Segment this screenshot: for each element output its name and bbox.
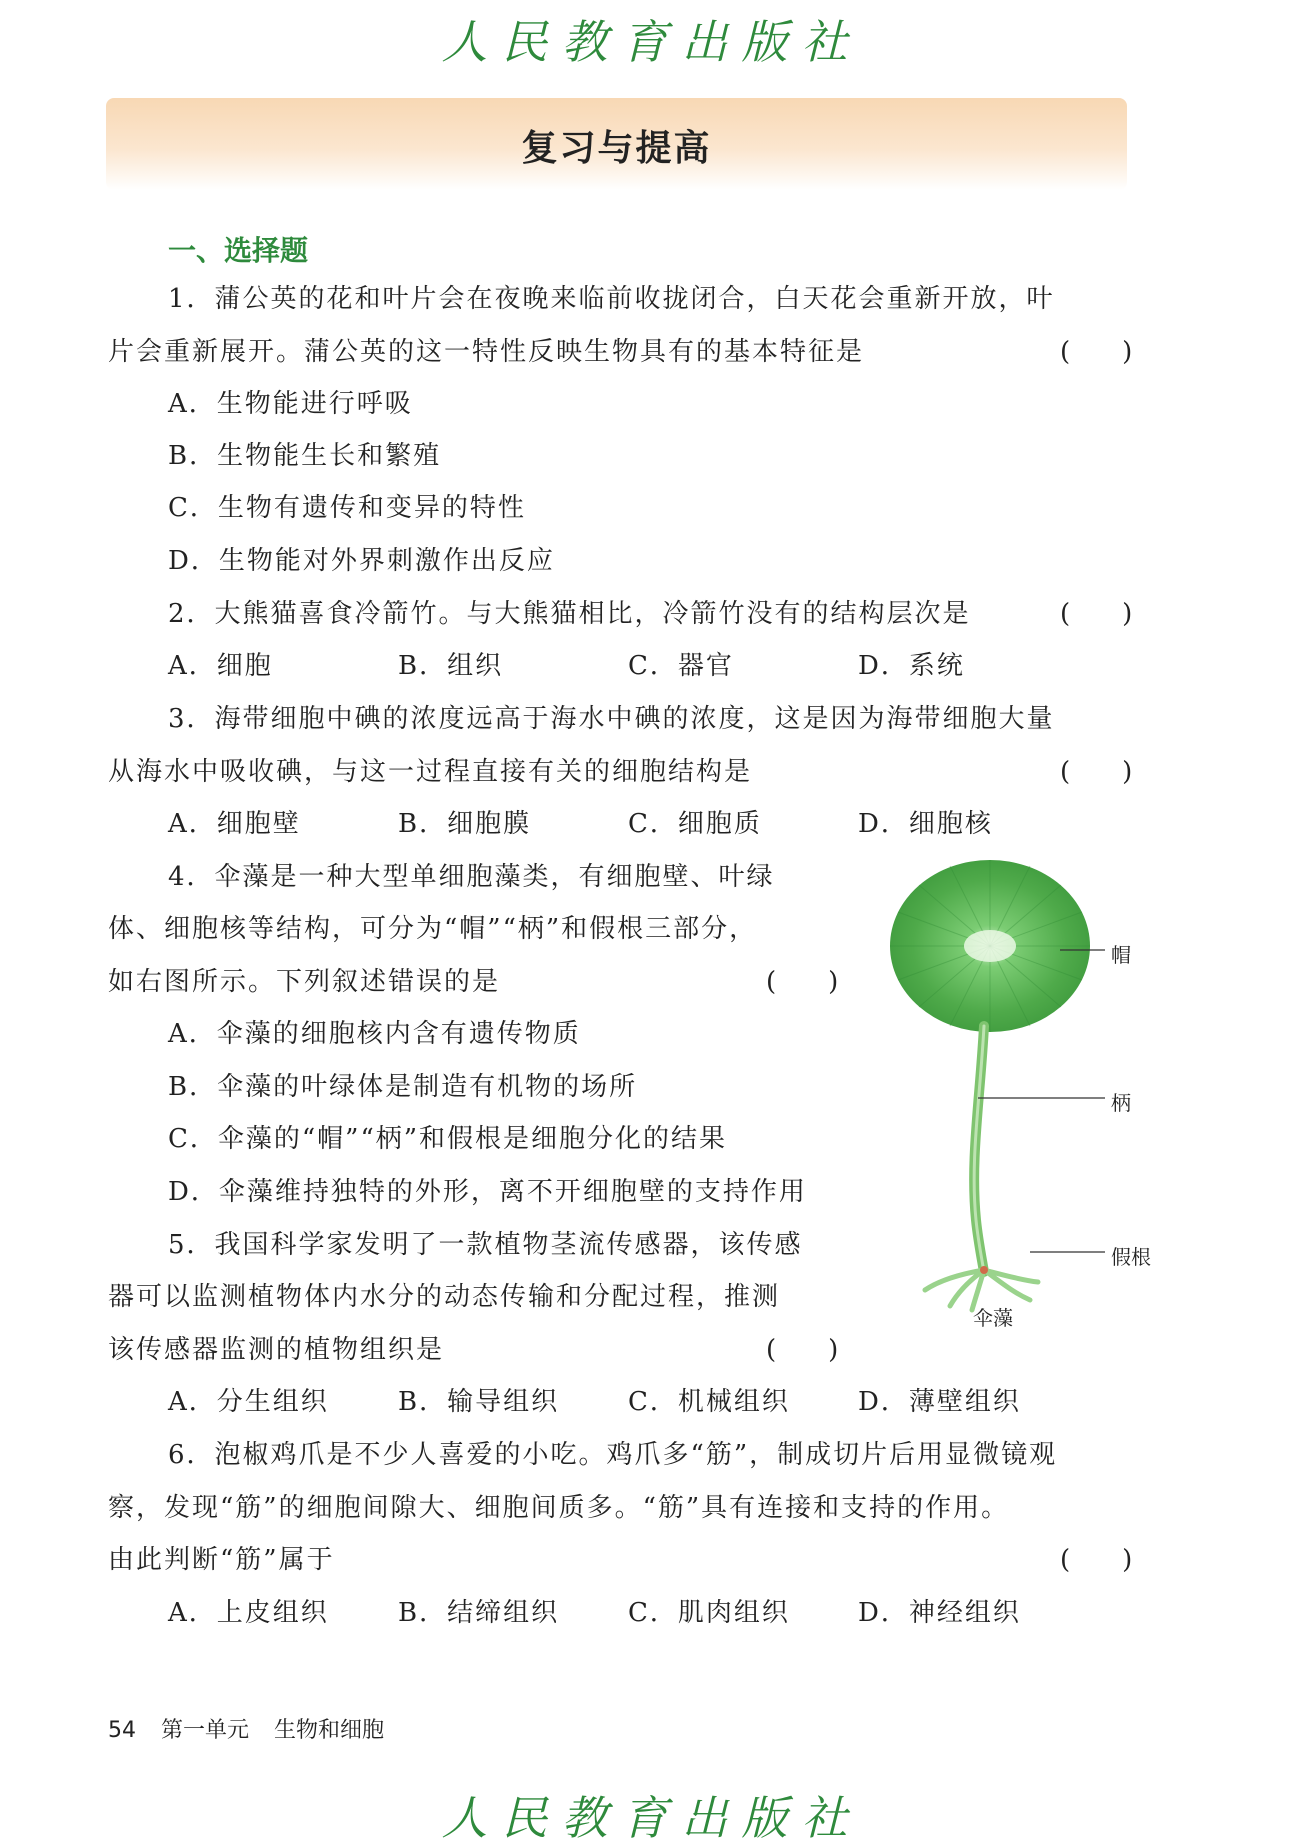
q5-line2: 器可以监测植物体内水分的动态传输和分配过程，推测 [108, 1282, 781, 1312]
q2-answer-paren: ( ) [1060, 599, 1133, 629]
publisher-watermark-top: 人民教育出版社 [441, 15, 862, 69]
q5-option-b: B．输导组织 [398, 1387, 560, 1417]
q1-option-b: B．生物能生长和繁殖 [168, 441, 442, 471]
q5-option-c: C．机械组织 [628, 1387, 790, 1417]
q6-option-c: C．肌肉组织 [628, 1598, 790, 1628]
q5-line3: 该传感器监测的植物组织是 [108, 1335, 445, 1365]
figure-label-stalk: 柄 [1111, 1091, 1131, 1115]
page-number: 54 [108, 1718, 136, 1743]
q6-option-a: A．上皮组织 [168, 1598, 329, 1628]
title-banner [106, 98, 1127, 190]
page-footer [108, 1713, 402, 1744]
q4-option-c: C．伞藻的“帽”“柄”和假根是细胞分化的结果 [168, 1124, 728, 1154]
q3-line2: 从海水中吸收碘，与这一过程直接有关的细胞结构是 [108, 757, 753, 787]
section-heading: 一、选择题 [168, 234, 309, 267]
q6-line3: 由此判断“筋”属于 [108, 1545, 335, 1575]
q3-option-a: A．细胞壁 [168, 809, 301, 839]
q1-answer-paren: ( ) [1060, 337, 1133, 367]
q6-line2: 察，发现“筋”的细胞间隙大、细胞间质多。“筋”具有连接和支持的作用。 [108, 1493, 1010, 1523]
q3-option-d: D．细胞核 [858, 809, 993, 839]
figure-caption: 伞藻 [973, 1306, 1013, 1330]
unit-label: 第一单元 [161, 1718, 250, 1743]
q5-option-d: D．薄壁组织 [858, 1387, 1021, 1417]
q6-answer-paren: ( ) [1060, 1545, 1133, 1575]
q2-option-d: D．系统 [858, 651, 965, 681]
q4-option-d: D．伞藻维持独特的外形，离不开细胞壁的支持作用 [168, 1177, 807, 1207]
q2-option-b: B．组织 [398, 651, 504, 681]
q2-option-a: A．细胞 [168, 651, 273, 681]
q6-option-d: D．神经组织 [858, 1598, 1021, 1628]
q4-answer-paren: ( ) [766, 967, 839, 997]
q2-line1: 2．大熊猫喜食冷箭竹。与大熊猫相比，冷箭竹没有的结构层次是 [168, 599, 971, 629]
q2-option-c: C．器官 [628, 651, 734, 681]
q6-line1: 6．泡椒鸡爪是不少人喜爱的小吃。鸡爪多“筋”，制成切片后用显微镜观 [168, 1440, 1058, 1470]
q5-answer-paren: ( ) [766, 1335, 839, 1365]
q1-option-a: A．生物能进行呼吸 [168, 389, 413, 419]
q1-line1: 1．蒲公英的花和叶片会在夜晚来临前收拢闭合，白天花会重新开放，叶 [168, 284, 1055, 314]
q3-line1: 3．海带细胞中碘的浓度远高于海水中碘的浓度，这是因为海带细胞大量 [168, 704, 1055, 734]
q6-option-b: B．结缔组织 [398, 1598, 560, 1628]
q1-option-c: C．生物有遗传和变异的特性 [168, 493, 526, 523]
q4-option-a: A．伞藻的细胞核内含有遗传物质 [168, 1019, 581, 1049]
q3-option-b: B．细胞膜 [398, 809, 532, 839]
q5-option-a: A．分生组织 [168, 1387, 329, 1417]
q3-option-c: C．细胞质 [628, 809, 762, 839]
q4-line2: 体、细胞核等结构，可分为“帽”“柄”和假根三部分， [108, 914, 758, 944]
publisher-watermark-bottom: 人民教育出版社 [441, 1791, 862, 1845]
q5-line1: 5．我国科学家发明了一款植物茎流传感器，该传感 [168, 1230, 803, 1260]
q4-option-b: B．伞藻的叶绿体是制造有机物的场所 [168, 1072, 638, 1102]
figure-label-rhizoid: 假根 [1111, 1245, 1151, 1269]
q3-answer-paren: ( ) [1060, 757, 1133, 787]
q4-line1: 4．伞藻是一种大型单细胞藻类，有细胞壁、叶绿 [168, 862, 775, 892]
q1-line2: 片会重新展开。蒲公英的这一特性反映生物具有的基本特征是 [108, 337, 865, 367]
page-title: 复习与提高 [521, 128, 712, 169]
figure-label-cap: 帽 [1111, 943, 1131, 967]
q1-option-d: D．生物能对外界刺激作出反应 [168, 546, 555, 576]
q4-line3: 如右图所示。下列叙述错误的是 [108, 967, 501, 997]
chapter-label: 生物和细胞 [274, 1718, 385, 1743]
